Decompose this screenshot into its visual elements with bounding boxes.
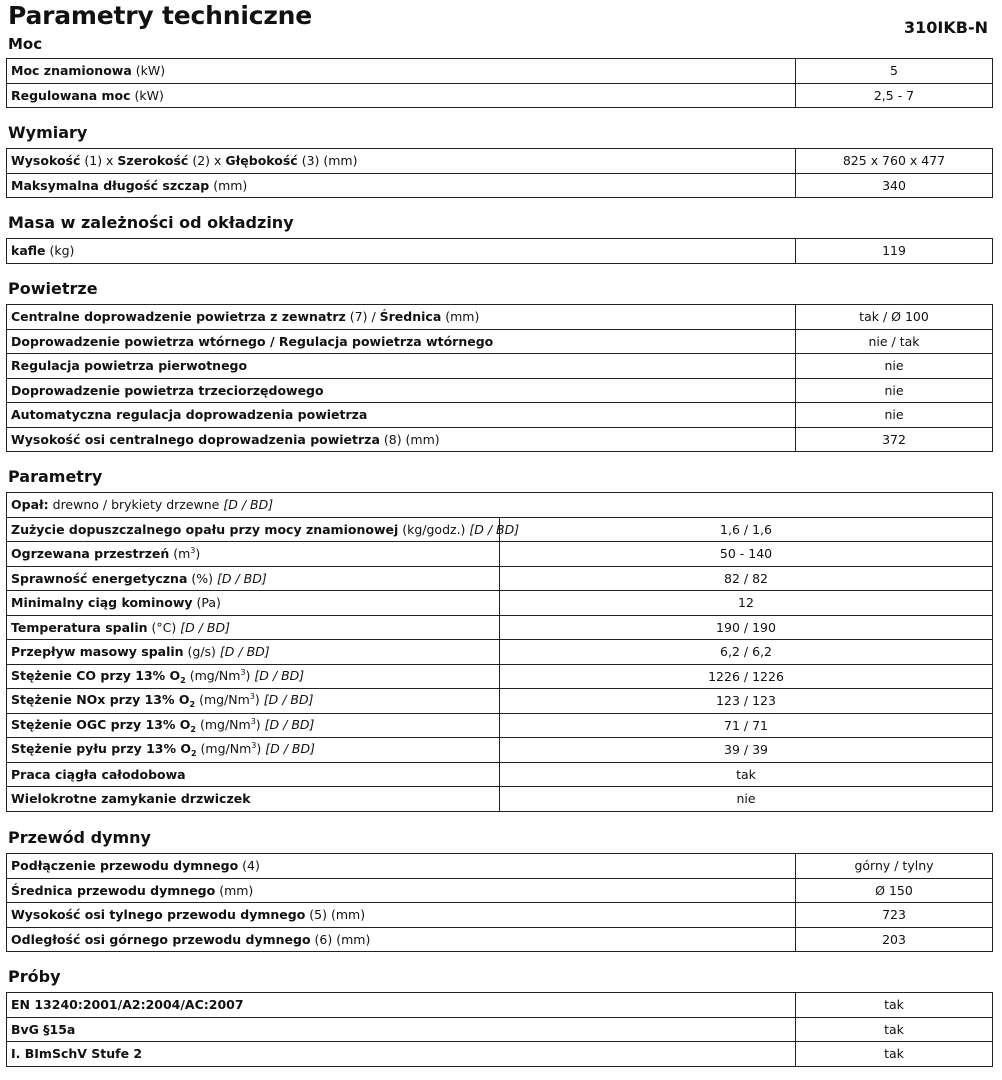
table-row	[7, 403, 993, 428]
row-label: Doprowadzenie powietrza wtórnego / Regulacja powietrza wtórnego	[7, 329, 796, 354]
row-value: 1,6 / 1,6	[500, 517, 993, 542]
row-label: Ogrzewana przestrzeń $(m^3)$	[7, 542, 500, 567]
table-row	[7, 762, 993, 787]
table-parametry	[6, 492, 993, 812]
row-value: Ø 150	[796, 878, 993, 903]
row-value: 372	[796, 427, 993, 452]
row-value: 12	[500, 591, 993, 616]
table-row	[7, 329, 993, 354]
row-label: Wysokość osi tylnego przewodu dymnego (5) (mm)	[7, 903, 796, 928]
row-value: 119	[796, 239, 993, 264]
table-row	[7, 927, 993, 952]
row-value: 39 / 39	[500, 738, 993, 763]
table-row	[7, 149, 993, 174]
table-row	[7, 542, 993, 567]
table-row	[7, 1017, 993, 1042]
row-value: 203	[796, 927, 993, 952]
row-value: 2,5 - 7	[796, 83, 993, 108]
row-label: Przepływ masowy spalin (g/s) [D / BD]	[7, 640, 500, 665]
table-row	[7, 305, 993, 330]
table-row	[7, 591, 993, 616]
row-label: Zużycie dopuszczalnego opału przy mocy znamionowej (kg/godz.) [D / BD]	[7, 517, 500, 542]
row-label: Odległość osi górnego przewodu dymnego (6) (mm)	[7, 927, 796, 952]
row-label: Wysokość osi centralnego doprowadzenia powietrza (8) (mm)	[7, 427, 796, 452]
table-row	[7, 239, 993, 264]
row-value: górny / tylny	[796, 854, 993, 879]
row-label: Stężenie OGC przy 13% $O_2$ (mg/Nm$^3$) [D / BD]	[7, 713, 500, 738]
table-row	[7, 738, 993, 763]
row-label: Regulacja powietrza pierwotnego	[7, 354, 796, 379]
table-row	[7, 427, 993, 452]
row-value: nie	[500, 787, 993, 812]
table-row	[7, 83, 993, 108]
row-label: Stężenie CO przy 13% $O_2$ (mg/Nm$^3$) [D / BD]	[7, 664, 500, 689]
model-number: 310IKB-N	[904, 18, 988, 37]
section-title-przewod: Przewód dymny	[8, 828, 151, 847]
table-moc	[6, 58, 993, 108]
table-row	[7, 878, 993, 903]
section-title-wymiary: Wymiary	[8, 123, 88, 142]
table-przewod	[6, 853, 993, 952]
row-value: tak	[796, 1017, 993, 1042]
table-row	[7, 689, 993, 714]
row-label: BvG §15a	[7, 1017, 796, 1042]
row-value: nie	[796, 403, 993, 428]
row-value: 1226 / 1226	[500, 664, 993, 689]
row-label: Centralne doprowadzenie powietrza z zewnatrz (7) / Średnica (mm)	[7, 305, 796, 330]
row-label: Stężenie NOx przy 13% $O_2$ (mg/Nm$^3$) [D / BD]	[7, 689, 500, 714]
row-value: 82 / 82	[500, 566, 993, 591]
row-label: Automatyczna regulacja doprowadzenia powietrza	[7, 403, 796, 428]
row-value: nie	[796, 378, 993, 403]
table-row	[7, 1042, 993, 1067]
table-row	[7, 493, 993, 518]
row-label: Podłączenie przewodu dymnego (4)	[7, 854, 796, 879]
row-value: 50 - 140	[500, 542, 993, 567]
row-value: 6,2 / 6,2	[500, 640, 993, 665]
table-row	[7, 517, 993, 542]
row-label: Regulowana moc (kW)	[7, 83, 796, 108]
row-value: tak	[796, 1042, 993, 1067]
fuel-row: Opał: drewno / brykiety drzewne [D / BD]	[7, 493, 993, 518]
row-label: Doprowadzenie powietrza trzeciorzędowego	[7, 378, 796, 403]
row-label: Średnica przewodu dymnego (mm)	[7, 878, 796, 903]
table-row	[7, 787, 993, 812]
section-title-moc: Moc	[8, 35, 43, 53]
table-row	[7, 615, 993, 640]
row-value: tak / Ø 100	[796, 305, 993, 330]
table-powietrze	[6, 304, 993, 452]
table-row	[7, 903, 993, 928]
section-title-powietrze: Powietrze	[8, 279, 98, 298]
table-row	[7, 993, 993, 1018]
row-label: Praca ciągła całodobowa	[7, 762, 500, 787]
row-value: nie / tak	[796, 329, 993, 354]
row-value: 71 / 71	[500, 713, 993, 738]
table-row	[7, 664, 993, 689]
table-masa	[6, 238, 993, 264]
table-row	[7, 566, 993, 591]
table-row	[7, 173, 993, 198]
row-label: Sprawność energetyczna (%) [D / BD]	[7, 566, 500, 591]
row-label: I. BImSchV Stufe 2	[7, 1042, 796, 1067]
row-value: 825 x 760 x 477	[796, 149, 993, 174]
row-label: EN 13240:2001/A2:2004/AC:2007	[7, 993, 796, 1018]
table-row	[7, 354, 993, 379]
table-wymiary	[6, 148, 993, 198]
row-label: Wysokość (1) x Szerokość (2) x Głębokość (3) (mm)	[7, 149, 796, 174]
section-title-masa: Masa w zależności od okładziny	[8, 213, 294, 232]
row-value: nie	[796, 354, 993, 379]
row-label: Wielokrotne zamykanie drzwiczek	[7, 787, 500, 812]
section-title-parametry: Parametry	[8, 467, 103, 486]
table-row	[7, 854, 993, 879]
table-proby	[6, 992, 993, 1067]
row-label: kafle (kg)	[7, 239, 796, 264]
table-row	[7, 713, 993, 738]
row-label: Temperatura spalin (°C) [D / BD]	[7, 615, 500, 640]
row-value: 123 / 123	[500, 689, 993, 714]
row-value: 190 / 190	[500, 615, 993, 640]
row-label: Stężenie pyłu przy 13% $O_2$ (mg/Nm$^3$) [D / BD]	[7, 738, 500, 763]
row-value: 340	[796, 173, 993, 198]
row-value: 723	[796, 903, 993, 928]
page-title: Parametry techniczne	[8, 1, 313, 30]
row-value: tak	[796, 993, 993, 1018]
table-row	[7, 59, 993, 84]
row-label: Moc znamionowa (kW)	[7, 59, 796, 84]
row-value: tak	[500, 762, 993, 787]
table-row	[7, 378, 993, 403]
row-label: Minimalny ciąg kominowy (Pa)	[7, 591, 500, 616]
section-title-proby: Próby	[8, 967, 61, 986]
table-row	[7, 640, 993, 665]
row-value: 5	[796, 59, 993, 84]
row-label: Maksymalna długość szczap (mm)	[7, 173, 796, 198]
